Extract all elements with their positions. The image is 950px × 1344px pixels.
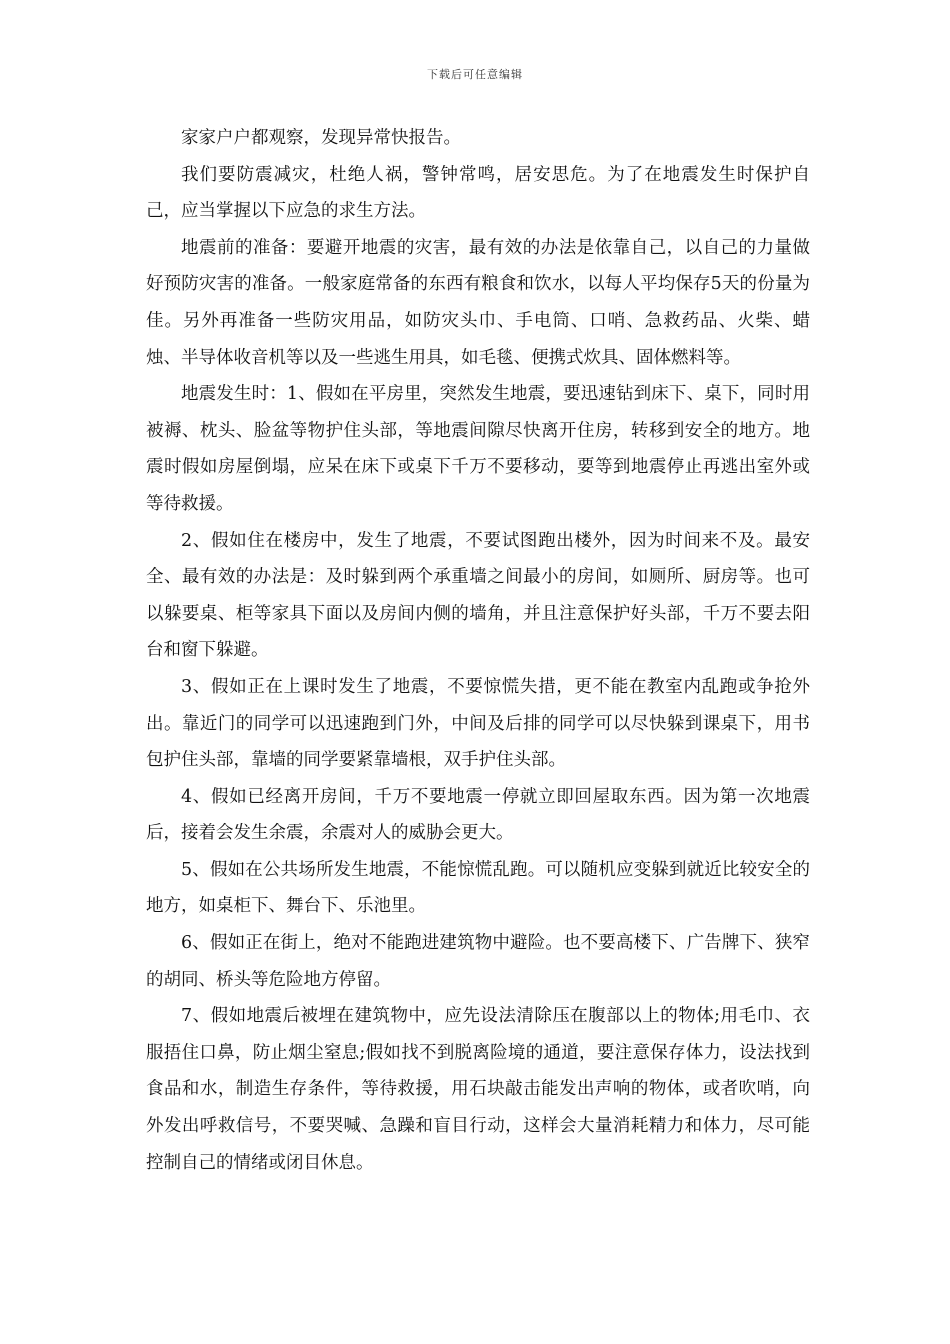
paragraph-9: 6、假如正在街上，绝对不能跑进建筑物中避险。也不要高楼下、广告牌下、狭窄的胡同、桥头等危险地方停留。 bbox=[146, 933, 810, 990]
paragraph-8: 5、假如在公共场所发生地震，不能惊慌乱跑。可以随机应变躲到就近比较安全的地方，如桌柜下、舞台下、乐池里。 bbox=[146, 859, 810, 917]
paragraph-7: 4、假如已经离开房间，千万不要地震一停就立即回屋取东西。因为第一次地震后，接着会发生余震，余震对人的威胁会更大。 bbox=[146, 786, 810, 844]
paragraph-1: 家家户户都观察，发现异常快报告。 bbox=[181, 128, 461, 148]
page-header: 下载后可任意编辑 bbox=[427, 68, 523, 81]
paragraph-4: 地震发生时：1、假如在平房里，突然发生地震，要迅速钻到床下、桌下，同时用被褥、枕头、脸盆等物护住头部，等地震间隙尽快离开住房，转移到安全的地方。地震时假如房屋倒塌，应呆在床下或桌下千万不要移动，要等到地震停止再逃出室外或等待救援。 bbox=[146, 384, 810, 514]
paragraph-3: 地震前的准备：要避开地震的灾害，最有效的办法是依靠自己，以自己的力量做好预防灾害的准备。一般家庭常备的东西有粮食和饮水，以每人平均保存5天的份量为佳。另外再准备一些防灾用品，如防灾头巾、手电筒、口哨、急救药品、火柴、蜡烛、半导体收音机等以及一些逃生用具，如毛毯、便携式炊具、固体燃料等。 bbox=[146, 237, 810, 368]
document-body bbox=[146, 120, 810, 1181]
paragraph-6: 3、假如正在上课时发生了地震，不要惊慌失措，更不能在教室内乱跑或争抢外出。靠近门的同学可以迅速跑到门外，中间及后排的同学可以尽快躲到课桌下，用书包护住头部，靠墙的同学要紧靠墙根，双手护住头部。 bbox=[146, 676, 810, 771]
paragraph-5: 2、假如住在楼房中，发生了地震，不要试图跑出楼外，因为时间来不及。最安全、最有效的办法是：及时躲到两个承重墙之间最小的房间，如厕所、厨房等。也可以躲要桌、柜等家具下面以及房间内侧的墙角，并且注意保护好头部，千万不要去阳台和窗下躲避。 bbox=[146, 530, 810, 661]
paragraph-10: 7、假如地震后被埋在建筑物中，应先设法清除压在腹部以上的物体;用毛巾、衣服捂住口鼻，防止烟尘窒息;假如找不到脱离险境的通道，要注意保存体力，设法找到食品和水，制造生存条件，等待救援，用石块敲击能发出声响的物体，或者吹哨，向外发出呼救信号，不要哭喊、急躁和盲目行动，这样会大量消耗精力和体力，尽可能控制自己的情绪或闭目休息。 bbox=[146, 1006, 810, 1173]
paragraph-2: 我们要防震减灾，杜绝人祸，警钟常鸣，居安思危。为了在地震发生时保护自己，应当掌握以下应急的求生方法。 bbox=[146, 164, 810, 222]
